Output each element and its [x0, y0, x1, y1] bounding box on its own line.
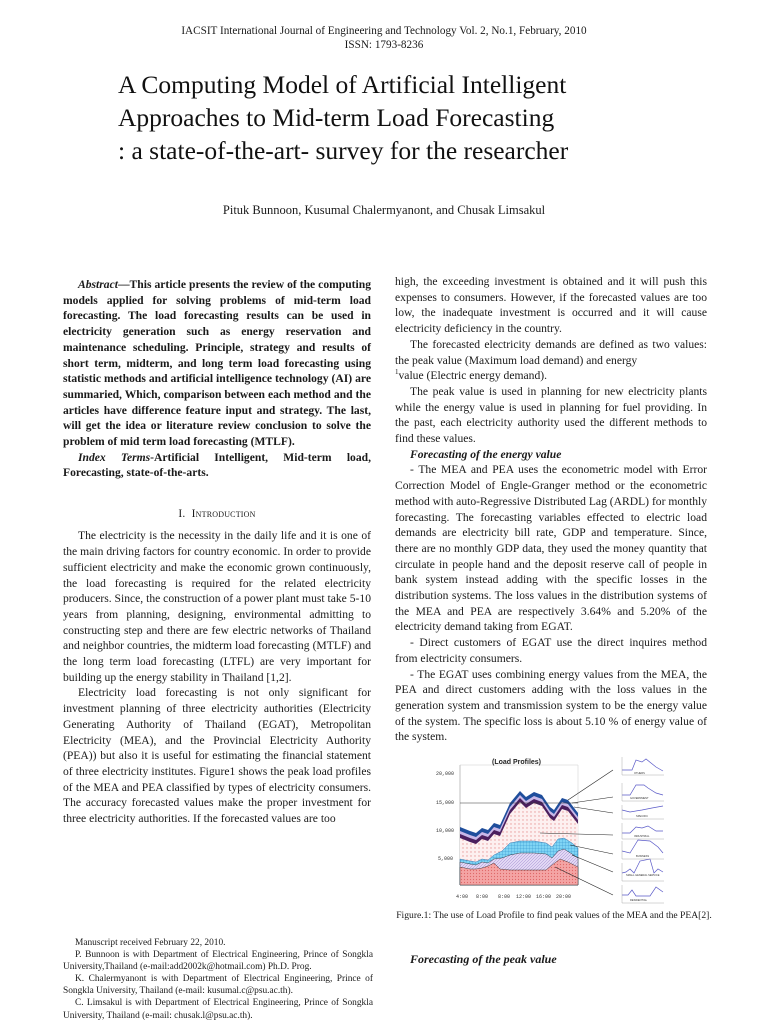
peak-paragraph: The peak value is used in planning for new electricity plants while the energy value is used in planning for fuel providing. In the past, each electricity authority used the different methods to find these values.	[395, 384, 707, 446]
bullet-direct-customers: - Direct customers of EGAT use the direct inquires method from electricity consumers.	[395, 636, 707, 665]
panel-label: INDUSTRIAL	[634, 835, 650, 838]
y-tick: 10,000	[436, 828, 455, 834]
section-title: Introduction	[191, 507, 256, 520]
x-tick: 4:00	[456, 894, 469, 900]
footnote-author-3: C. Limsakul is with Department of Electrical Engineering, Prince of Songkla University, Thailand (e-mail: chusak.l@psu.ac.th).	[63, 998, 373, 1021]
footnote-author-2: K. Chalermyanont is with Department of Electrical Engineering, Prince of Songkla University, Thailand (e-mail: kusumal.c@psu.ac.th).	[63, 974, 373, 997]
bullet-egat: - The EGAT uses combining energy values from the MEA, the PEA and direct customers adding with the loss values in the generation system and transmission system to be the energy value of the system. The specific loss is about 5.10 % of energy value of the system.	[395, 667, 707, 744]
abstract-text: —This article presents the review of the computing models applied for solving problems of mid-term load forecasting. The load forecasting results can be used in electricity generation such as energy reservation and maintenance scheduling. Principle, strategy and results of short term, midterm, and long term load forecasting using statistic methods and artificial intelligence technology (AI) are summaried, Which, comparison between each method and the articles have difference feature input and strategy. The last, will get the idea or literature review conclusion to solve the problem of mid term load forecasting (MTLF).	[63, 278, 371, 449]
footnote-received: Manuscript received February 22, 2010.	[75, 938, 226, 948]
index-terms-text: -Artificial Intelligent, Mid-term load, Forecasting, state-of-the-arts.	[63, 450, 371, 480]
paper-title	[118, 68, 678, 167]
section-heading-introduction	[63, 507, 371, 523]
panel-label: SPECIFIC	[636, 815, 648, 818]
load-profile-figure	[430, 755, 710, 905]
x-tick: 16:00	[536, 894, 552, 900]
authors: Pituk Bunnoon, Kusumal Chalermyanont, and Chusak Limsakul	[222, 203, 546, 217]
load-profile-chart	[430, 755, 710, 905]
x-tick: 12:00	[516, 894, 532, 900]
left-column	[63, 277, 371, 827]
demands-text-b: value (Electric energy demand).	[398, 369, 547, 383]
subhead-peak-value: Forecasting of the peak value	[410, 952, 557, 966]
issn-line: ISSN: 1793-8236	[344, 38, 424, 51]
index-terms	[63, 450, 371, 481]
chart-title: (Load Profiles)	[492, 759, 542, 766]
x-tick: 8:00	[498, 894, 511, 900]
panel-label: BUSINESS	[636, 855, 650, 858]
title-line-1: A Computing Model of Artificial Intelligent	[118, 70, 567, 99]
x-tick: 8:00	[476, 894, 489, 900]
demands-paragraph	[395, 337, 707, 384]
continuation-paragraph: high, the exceeding investment is obtained and it will push this expenses to consumers. However, if the forecasted values are too low, the inadequate investment is occurred and it will cause electricity deficiency in the country.	[395, 275, 707, 336]
journal-header	[0, 25, 768, 52]
index-terms-label: Index Terms	[78, 450, 151, 464]
intro-paragraph-2: Electricity load forecasting is not only significant for investment planning of three electricity authorities (Electricity Generating Authority of Thailand (EGAT), Metropolitan Electricity (MEA), and the Provincial Electricity Authority (PEA)) but also it is useful for estimating the financial statement of three electricity institutes. Figure1 shows the peak load profiles of the MEA and PEA classified by types of electricity consumers. The accuracy forecasted values make the proper investment for three electricity authorities. If the forecasted values are too	[63, 686, 371, 826]
footnote-author-1: P. Bunnoon is with Department of Electrical Engineering, Prince of Songkla University,Thailand (e-mail:add2002k@hotmail.com) Ph.D. Prog.	[63, 950, 373, 973]
subhead-energy-value: Forecasting of the energy value	[410, 447, 562, 461]
title-line-2: Approaches to Mid-term Load Forecasting	[118, 103, 555, 132]
footnote-marker: 1	[395, 368, 399, 377]
intro-paragraph-1: The electricity is the necessity in the daily life and it is one of the main driving factors for country economic. In order to provide sufficient electricity and make the economic grown continuously, the load forecasting is required for the related electricity producers. Since, the construction of a power plant must take 5-10 years from planning, designing, environmental admitting to constructing step and there are few electric networks of Thailand and neighbor countries, the midterm load forecasting (MTLF) and the long term load forecasting (LTFL) are very important for building up the energy stability in Thailand [1,2].	[63, 529, 371, 684]
x-tick: 20:00	[556, 894, 572, 900]
panel-label: GOVERNMENT	[630, 797, 649, 800]
bullet-mea-pea: - The MEA and PEA uses the econometric model with Error Correction Model of Engle-Granger method or the econometric method with auto-Regressive Distributed Lag (ARDL) for monthly forecasting. The forecasting variables effected to electric load demands are electricity bill rate, GDP and temperature. Since, there are no monthly GDP data, they used the money quantity that circulate in people hand and the deposit reserve call of people in bank system instead adding with the specific losses in the distribution systems. The loss values in the distribution systems of the MEA and PEA are respectively 3.64% and 5.20% of the electricity demand taking from EGAT.	[395, 463, 708, 634]
panel-label: RESIDENTIAL	[630, 899, 648, 902]
footnotes	[63, 937, 373, 1022]
abstract-label: Abstract	[78, 278, 118, 291]
demands-text-a: The forecasted electricity demands are defined as two values: the peak value (Maximum load demand) and energy	[395, 337, 707, 367]
panel-label: OTHERS	[634, 772, 645, 775]
y-tick: 20,000	[436, 771, 455, 777]
section-number: I.	[178, 507, 186, 520]
figure-caption: Figure.1: The use of Load Profile to find peak values of the MEA and the PEA[2].	[396, 910, 712, 921]
y-tick: 5,000	[438, 856, 454, 862]
panel-label: SMALL GENERAL SERVICE	[626, 874, 660, 877]
y-tick: 15,000	[436, 800, 455, 806]
right-column	[395, 274, 707, 745]
title-line-3: : a state-of-the-art- survey for the researcher	[118, 136, 569, 165]
abstract	[63, 277, 371, 450]
journal-line: IACSIT International Journal of Engineering and Technology Vol. 2, No.1, February, 2010	[181, 25, 587, 37]
